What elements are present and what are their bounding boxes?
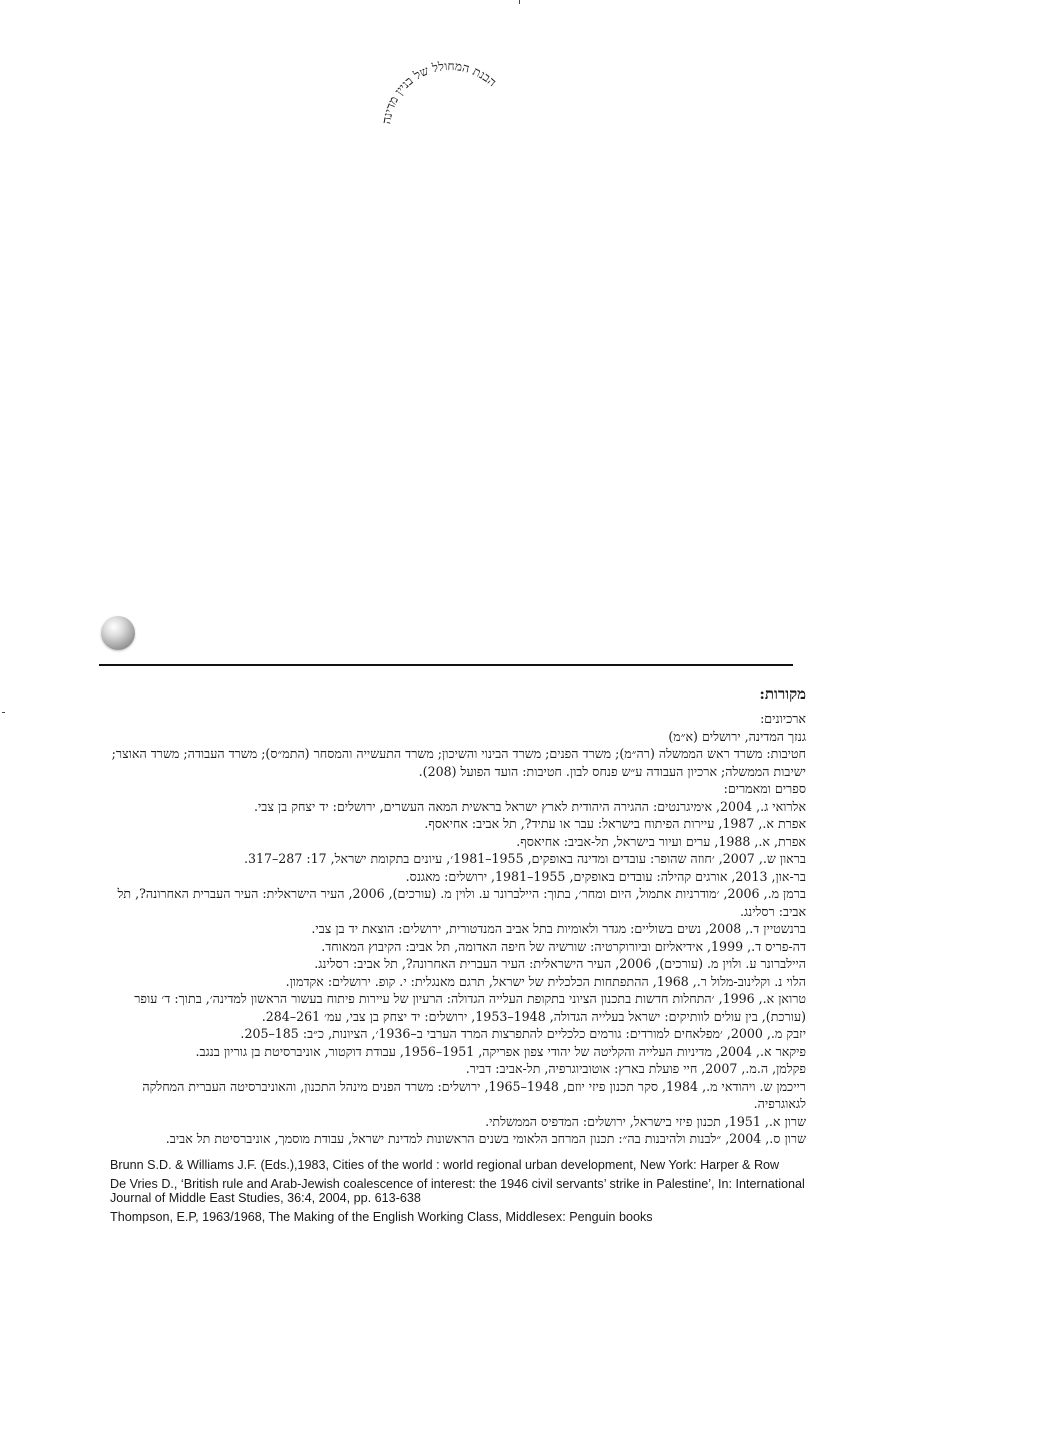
reference-entry: בר-און, 2013, אורגים קהילה: עובדים באופקים, 1955–1981, ירושלים: מאגנס. [405,868,806,884]
reference-entry: יזבק מ., 2000, ׳מפלאחים למורדים: גורמים כלכליים להתפרצות המרד הערבי ב–1936׳, הציונות, כ״ב: 185–205. [240,1026,806,1041]
reference-entry: שרון א., 1951, תכנון פיזי בישראל, ירושלים: המדפיס הממשלתי. [485,1113,806,1129]
reference-entry: בראון ש., 2007, ׳חוזה שהופר: עובדים ומדינה באופקים, 1955–1981׳, עיונים בתקומת ישראל, 17: 287–317. [243,851,806,866]
english-reference: Thompson, E.P, 1963/1968, The Making of the English Working Class, Middlesex: Penguin books [110,1209,653,1224]
english-reference: De Vries D., ‘British rule and Arab-Jewish coalescence of interest: the 1946 civil servants’ strike in Palestine’, In: International Journal of Middle East Studies, 36:4, 2004, pp. 613-638 [110,1176,805,1205]
reference-entry: פיקאר א., 2004, מדיניות העלייה והקליטה של יהודי צפון אפריקה, 1951–1956, עבודת דוקטור, אוניברסיטת בן גוריון בנגב. [195,1043,806,1059]
reference-entry: היילברונר ע. ולוין מ. (עורכים), 2006, העיר הישראלית: העיר העברית האחרונה?, תל אביב: רסלינג. [314,956,806,971]
reference-entry: שרון ס., 2004, ״לבנות ולהיבנות בה״: תכנון המרחב הלאומי בשנים הראשונות למדינת ישראל, עבודת מוסמך, אוניברסיטת תל אביב. [165,1131,806,1146]
sources-section [110,684,806,1224]
reference-entry: פקלמן, ה.מ., 2007, חיי פועלת בארץ: אוטוביוגרפיה, תל-אביב: דביר. [465,1061,806,1076]
crop-mark-top [519,0,520,4]
archive-entry: חטיבות: משרד ראש הממשלה (רה״מ); משרד הפנים; משרד הבינוי והשיכון; משרד התעשייה והמסחר (התמ״ס); משרד העבודה; משרד האוצר; ישיבות הממשלה; ארכיון העבודה ע״ש פנחס לבון. חטיבות: הועד הפועל (208). [111,746,806,779]
crop-mark-left [2,712,5,713]
archives-heading: ארכיונים: [760,711,806,726]
reference-entry: אלרואי ג., 2004, אימיגרנטים: ההגירה היהודית לארץ ישראל בראשית המאה העשרים, ירושלים: יד יצחק בן צבי. [253,798,806,814]
sphere-ornament [101,616,135,650]
circular-title [365,30,535,160]
arc-title-outer: הבנת המחולל של בניין מדינה [379,58,500,125]
reference-entry: טרואן א., 1996, ׳התחלות חדשות בתכנון הציוני בתקופת העלייה הגדולה: הרעיון של עיירות פיתוח בעשור הראשון למדינה׳, בתוך: ד׳ עופר (עורכת), בין עולים לוותיקים: ישראל בעלייה הגדולה, 1948–1953, ירושלים: יד יצחק בן צבי, עמ׳ 261–284. [134,991,806,1024]
reference-entry: אפרת, א., 1988, ערים ועיור בישראל, תל-אביב: אחיאסף. [516,833,806,849]
reference-entry: דה-פריס ד., 1999, אידיאליזם וביורוקרטיה: שורשיה של חיפה האדומה, תל אביב: הקיבוץ המאוחד. [321,938,806,954]
reference-entry: ברנשטיין ד., 2008, נשים בשוליים: מגדר ולאומיות בתל אביב המנדטורית, ירושלים: הוצאת יד בן צבי. [311,921,806,936]
english-reference: Brunn S.D. & Williams J.F. (Eds.),1983, Cities of the world : world regional urban development, New York: Harper & Row [110,1157,780,1172]
sources-title: מקורות: [759,685,806,703]
archive-entry: גנזך המדינה, ירושלים (א״מ) [668,728,806,744]
reference-entry: ברמן מ., 2006, ׳מודרניות אתמול, היום ומחר׳, בתוך: היילברונר ע. ולוין מ. (עורכים), 2006, העיר הישראלית: העיר העברית האחרונה?, תל אביב: רסלינג. [117,886,806,919]
section-rule [99,664,793,666]
books-heading: ספרים ומאמרים: [723,781,806,796]
reference-entry: רייכמן ש. ויהודאי מ., 1984, סקר תכנון פיזי יוזם, 1948–1965, ירושלים: משרד הפנים מינהל התכנון, והאוניברסיטה העברית המחלקה לגאוגרפיה. [142,1078,806,1111]
reference-entry: הלוי נ. וקלינוב-מלול ר., 1968, ההתפתחות הכלכלית של ישראל, תרגם מאנגלית: י. קופ. ירושלים: אקדמון. [285,973,806,989]
reference-entry: אפרת א., 1987, עיירות הפיתוח בישראל: עבר או עתיד?, תל אביב: אחיאסף. [424,816,806,831]
